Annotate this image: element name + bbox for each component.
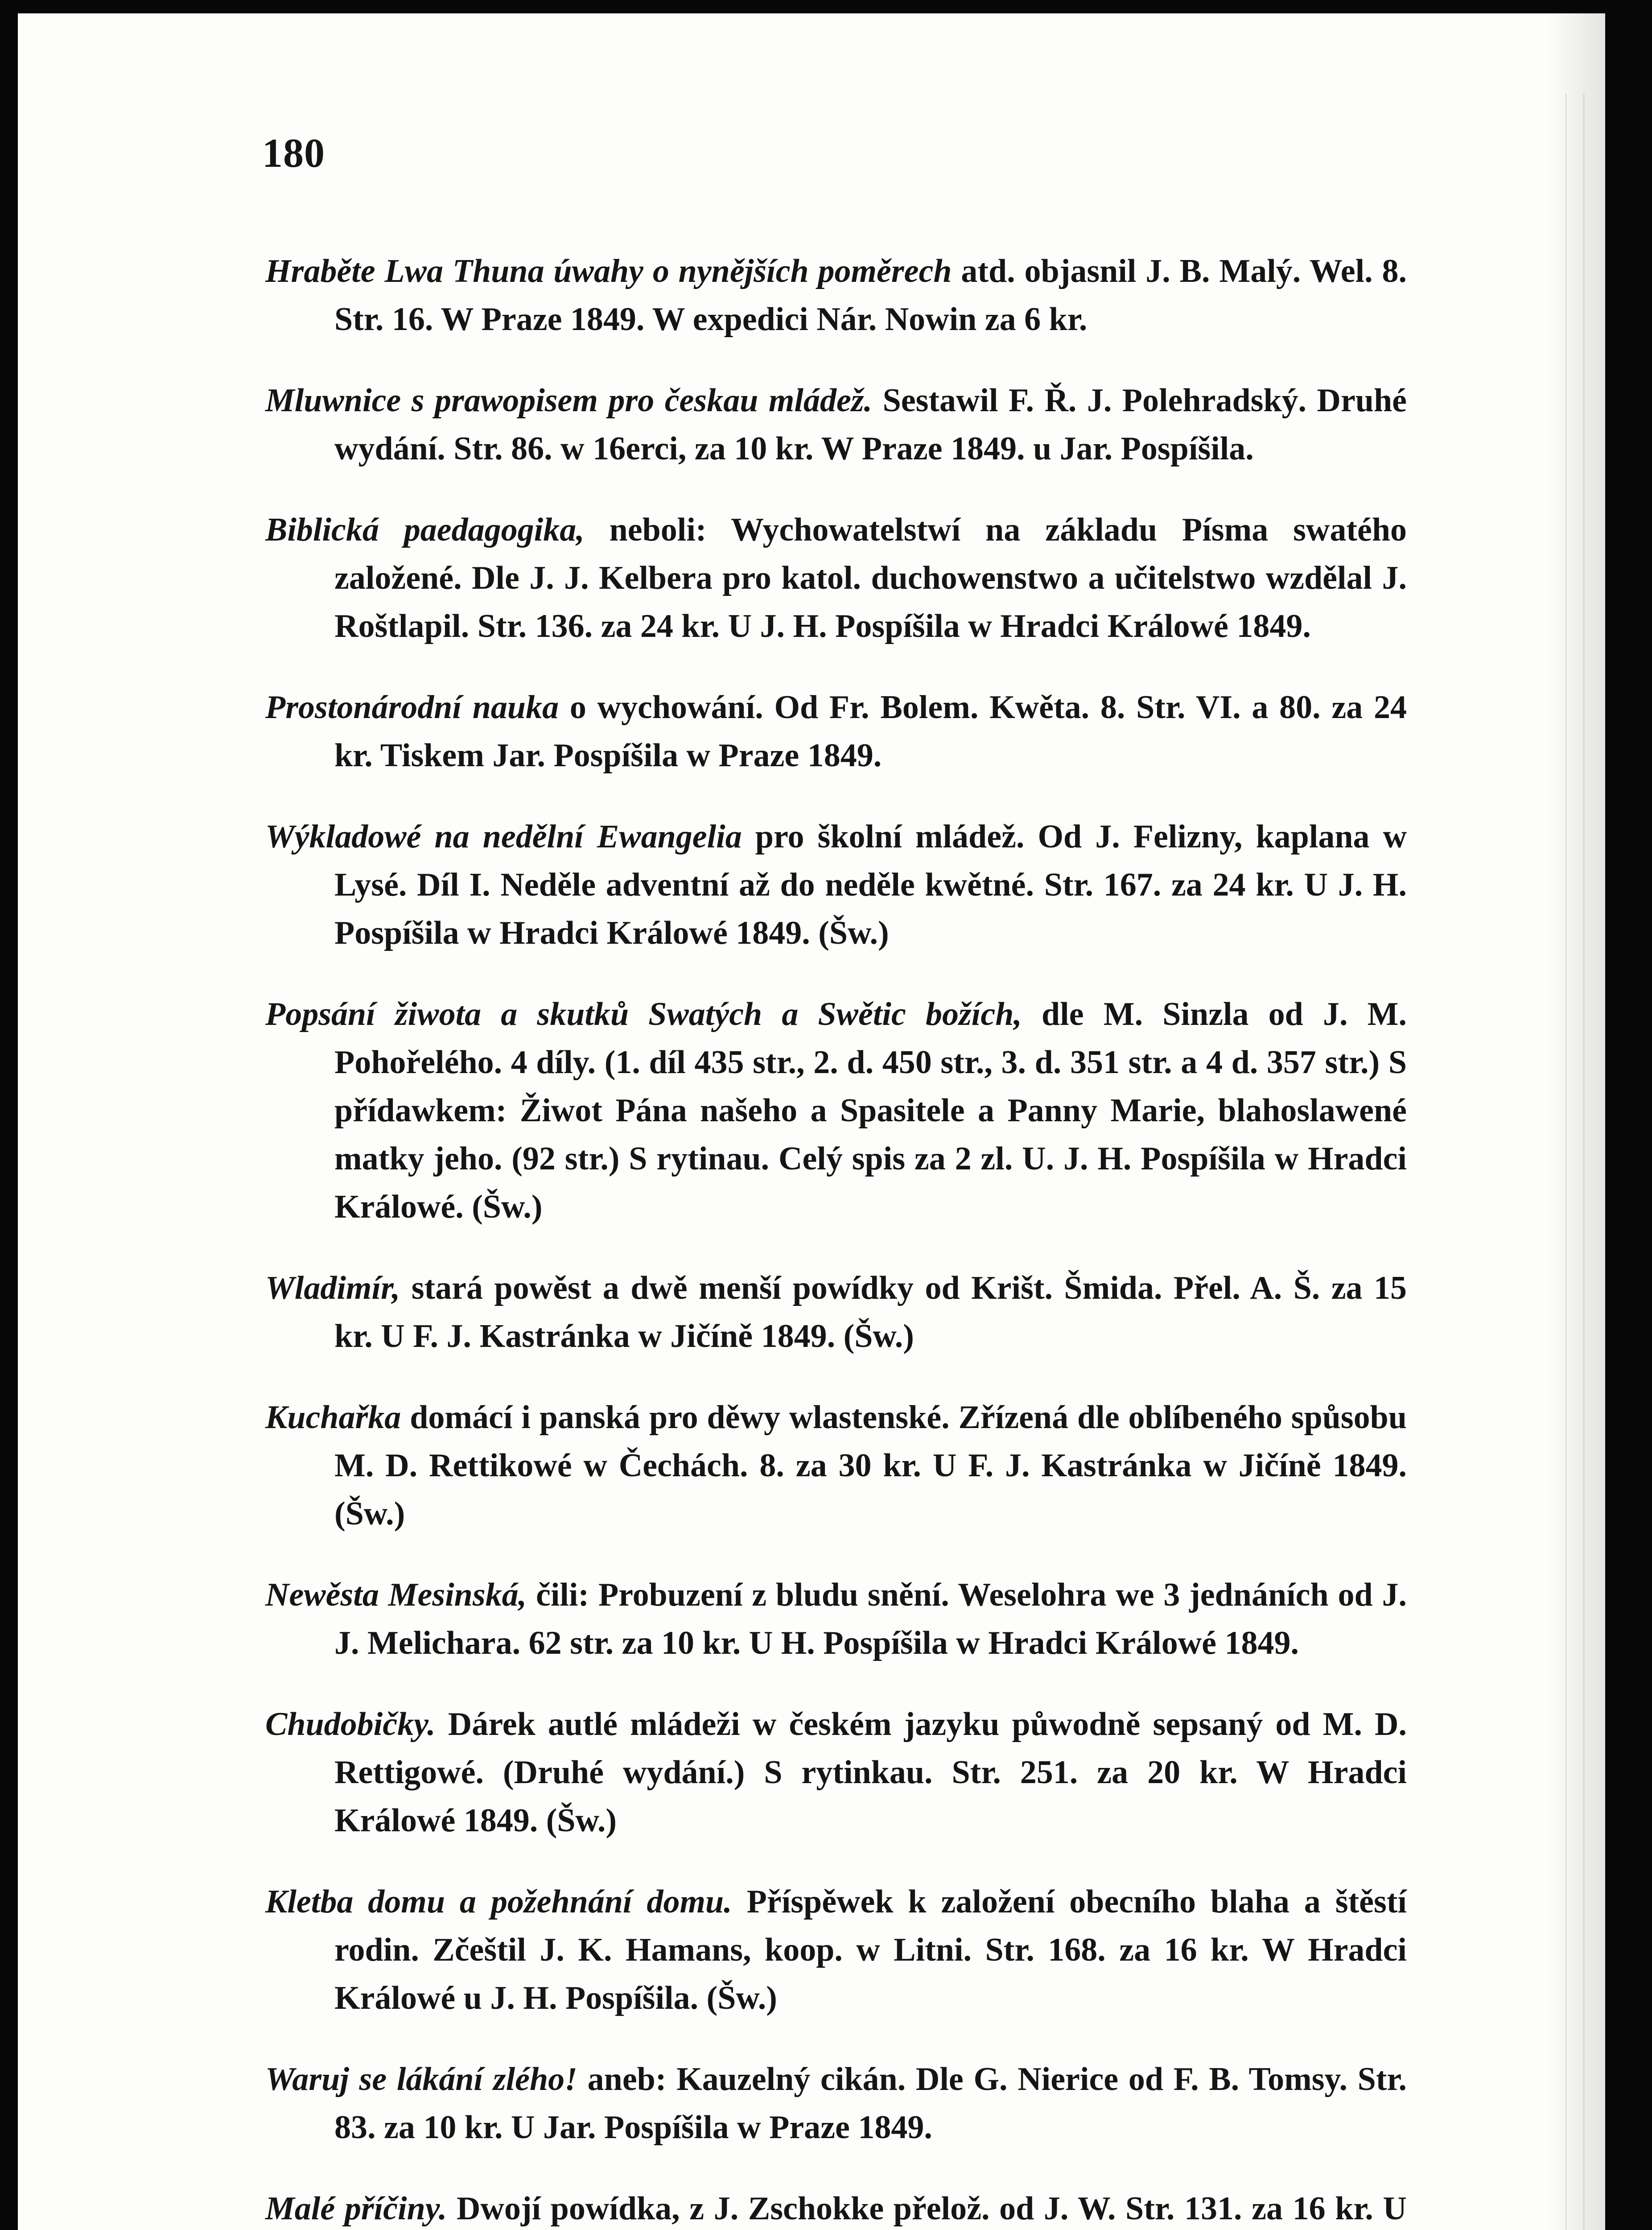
bibliography-entry bbox=[265, 506, 1407, 650]
entry-body: čili: Probuzení z bludu snění. Weselohra we 3 jednáních od J. J. Melichara. 62 str. za 10 kr. U H. Pospíšila w Hradci Králowé 1849. bbox=[334, 1577, 1407, 1661]
entry-body: dle M. Sinzla od J. M. Pohořelého. 4 díly. (1. díl 435 str., 2. d. 450 str., 3. d. 351 str. a 4 d. 357 str.) S přídawkem: Žiwot Pána našeho a Spasitele a Panny Marie, blahoslawené matky jeho. (92 str.) S rytinau. Celý spis za 2 zl. U. J. H. Pospíšila w Hradci Králowé. (Šw.) bbox=[334, 996, 1407, 1225]
bibliography-entry bbox=[265, 1393, 1407, 1538]
entry-body: domácí i panská pro děwy wlastenské. Zřízená dle oblíbeného spůsobu M. D. Rettikowé w Čechách. 8. za 30 kr. U F. J. Kastránka w Jičíně 1849. (Šw.) bbox=[334, 1399, 1407, 1532]
entry-body: atd. objasnil J. B. Malý. Wel. 8. Str. 16. W Praze 1849. W expedici Nár. Nowin za 6 kr. bbox=[334, 253, 1407, 338]
entry-body: Příspěwek k založení obecního blaha a štěstí rodin. Zčeštil J. K. Hamans, koop. w Litni. Str. 168. za 16 kr. W Hradci Králowé u J. H. Pospíšila. (Šw.) bbox=[334, 1883, 1407, 2016]
entry-title: Biblická paedagogika, bbox=[265, 512, 585, 548]
entry-title: Kletba domu a požehnání domu. bbox=[265, 1883, 732, 1920]
entry-body: neboli: Wychowatelstwí na základu Písma swatého založené. Dle J. J. Kelbera pro katol. duchowenstwo a učitelstwo wzdělal J. Roštlapil. Str. 136. za 24 kr. U J. H. Pospíšila w Hradci Králowé 1849. bbox=[334, 512, 1407, 644]
bibliography-entry bbox=[265, 1878, 1407, 2022]
entry-title: Hraběte Lwa Thuna úwahy o nynějších poměrech bbox=[265, 253, 952, 289]
bibliography-entry bbox=[265, 683, 1407, 780]
page-number: 180 bbox=[262, 130, 325, 176]
entry-body: o wychowání. Od Fr. Bolem. Kwěta. 8. Str. VI. a 80. za 24 kr. Tiskem Jar. Pospíšila w Praze 1849. bbox=[334, 689, 1407, 774]
bibliography-entry bbox=[265, 990, 1407, 1231]
bibliography-list bbox=[265, 214, 1407, 2230]
entry-title: Malé příčiny. bbox=[265, 2190, 447, 2227]
bibliography-entry bbox=[265, 247, 1407, 343]
entry-body: Sestawil F. Ř. J. Polehradský. Druhé wydání. Str. 86. w 16erci, za 10 kr. W Praze 1849. u Jar. Pospíšila. bbox=[334, 382, 1407, 467]
entry-body: Dwojí powídka, z J. Zschokke přelož. od J. W. Str. 131. za 16 kr. U bbox=[456, 2190, 1407, 2227]
bibliography-entry bbox=[265, 813, 1407, 957]
bibliography-entry bbox=[265, 1264, 1407, 1360]
entry-title: Chudobičky. bbox=[265, 1706, 436, 1743]
entry-title: Popsání žiwota a skutků Swatých a Swětic božích, bbox=[265, 996, 1022, 1032]
entry-title: Wladimír, bbox=[265, 1270, 400, 1306]
bibliography-entry bbox=[265, 2055, 1407, 2152]
entry-body: aneb: Kauzelný cikán. Dle G. Nierice od F. B. Tomsy. Str. 83. za 10 kr. U Jar. Pospíšila w Praze 1849. bbox=[334, 2061, 1407, 2146]
page-fold-line bbox=[1583, 94, 1585, 2230]
entry-title: Prostonárodní nauka bbox=[265, 689, 559, 726]
bibliography-entry bbox=[265, 1700, 1407, 1845]
entry-title: Kuchařka bbox=[265, 1399, 401, 1436]
bibliography-entry bbox=[265, 376, 1407, 473]
bibliography-entry bbox=[265, 2185, 1407, 2230]
entry-title: Wýkladowé na nedělní Ewangelia bbox=[265, 818, 742, 855]
entry-body: pro školní mládež. Od J. Felizny, kaplana w Lysé. Díl I. Neděle adventní až do neděle kwětné. Str. 167. za 24 kr. U J. H. Pospíšila w Hradci Králowé 1849. (Šw.) bbox=[334, 818, 1407, 951]
page-edge-shadow bbox=[1547, 13, 1605, 2230]
entry-body: stará powěst a dwě menší powídky od Krišt. Šmida. Přel. A. Š. za 15 kr. U F. J. Kastránka w Jičíně 1849. (Šw.) bbox=[334, 1270, 1407, 1355]
entry-title: Newěsta Mesinská, bbox=[265, 1577, 527, 1613]
bibliography-entry bbox=[265, 1571, 1407, 1667]
entry-body: Dárek autlé mládeži w českém jazyku půwodně sepsaný od M. D. Rettigowé. (Druhé wydání.) S rytinkau. Str. 251. za 20 kr. W Hradci Králowé 1849. (Šw.) bbox=[334, 1706, 1407, 1839]
book-page bbox=[18, 13, 1605, 2230]
page-fold-line bbox=[1565, 94, 1567, 2230]
entry-title: Waruj se lákání zlého! bbox=[265, 2061, 577, 2098]
entry-title: Mluwnice s prawopisem pro českau mládež. bbox=[265, 382, 873, 419]
